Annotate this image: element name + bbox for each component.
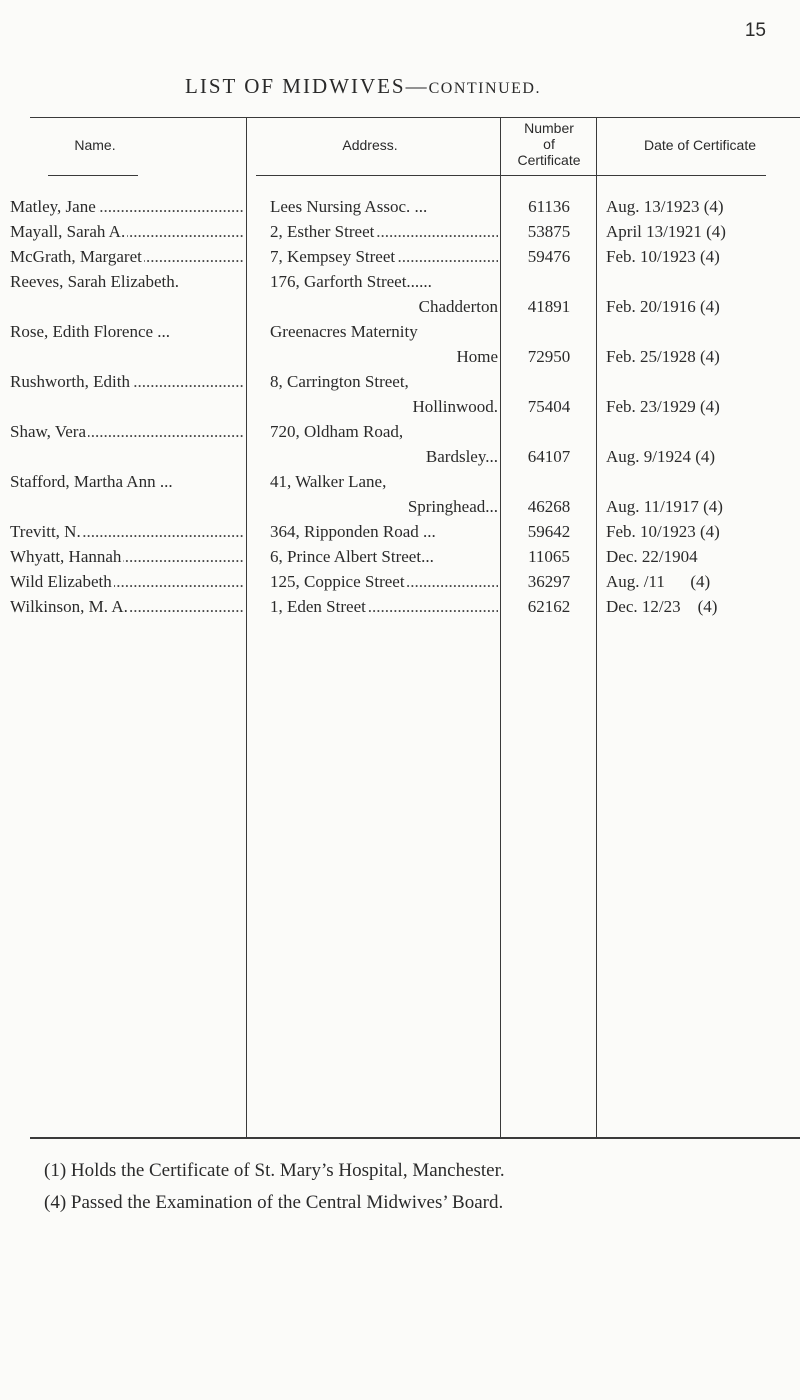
certificate-number: 41891 — [527, 297, 571, 316]
footnote-1: (1) Holds the Certificate of St. Mary’s Hospital, Manchester. — [44, 1160, 505, 1181]
midwife-address-line2: Home — [456, 347, 498, 366]
certificate-date: Feb. 10/1923 (4) — [606, 247, 720, 266]
certificate-number: 64107 — [527, 447, 571, 466]
midwife-address: 41, Walker Lane, — [270, 472, 387, 491]
certificate-number: 36297 — [527, 572, 571, 591]
certificate-number: 46268 — [527, 497, 571, 516]
midwife-name: Reeves, Sarah Elizabeth. — [10, 272, 179, 291]
midwife-name: McGrath, Margaret ..... — [10, 247, 243, 267]
midwife-address: Lees Nursing Assoc. ... — [270, 197, 428, 216]
midwife-address: 176, Garforth Street...... — [270, 272, 432, 291]
midwife-address-line2: Hollinwood. — [412, 397, 498, 416]
midwife-address: 8, Carrington Street, — [270, 372, 409, 391]
certificate-number: 59642 — [527, 522, 571, 541]
certificate-number: 11065 — [528, 547, 570, 566]
midwife-address: 720, Oldham Road, — [270, 422, 404, 441]
certificate-number: 62162 — [527, 597, 571, 616]
column-header-date: Date of Certificate — [643, 137, 757, 153]
certificate-date: Dec. 12/23 (4) — [606, 597, 718, 616]
midwife-name: Whyatt, Hannah ..... — [10, 547, 243, 567]
page-number: 15 — [744, 20, 766, 41]
midwife-address-line2: Springhead... — [407, 497, 498, 516]
midwife-address: 1, Eden Street ..... — [270, 597, 498, 617]
footnote-4: (4) Passed the Examination of the Central Midwives’ Board. — [44, 1192, 504, 1213]
certificate-date: Feb. 20/1916 (4) — [606, 297, 720, 316]
midwife-name: Trevitt, N. ..... — [10, 522, 243, 542]
column-divider-2 — [500, 118, 501, 1138]
midwife-name: Rose, Edith Florence ... — [10, 322, 171, 341]
midwife-address: 2, Esther Street ..... — [270, 222, 498, 242]
midwife-name: Matley, Jane ..... — [10, 197, 243, 217]
midwife-name: Stafford, Martha Ann ... — [10, 472, 173, 491]
midwife-name: Mayall, Sarah A. ..... — [10, 222, 243, 242]
certificate-number: 75404 — [527, 397, 571, 416]
certificate-date: Aug. /11 (4) — [606, 572, 711, 591]
column-header-number — [503, 120, 595, 168]
number-header-line3: Certificate — [517, 152, 581, 168]
table-top-rule — [30, 117, 800, 118]
column-header-address: Address. — [342, 137, 398, 153]
column-header-name: Name. — [74, 137, 116, 153]
midwife-address-line2: Chadderton — [418, 297, 498, 316]
certificate-date: Feb. 23/1929 (4) — [606, 397, 720, 416]
certificate-date: Aug. 11/1917 (4) — [606, 497, 723, 516]
certificate-number: 53875 — [527, 222, 571, 241]
certificate-date: April 13/1921 (4) — [606, 222, 726, 241]
certificate-date: Dec. 22/1904 — [606, 547, 698, 566]
certificate-date: Feb. 25/1928 (4) — [606, 347, 720, 366]
certificate-number: 59476 — [527, 247, 571, 266]
header-underline-rest — [256, 175, 766, 176]
header-underline-name — [48, 175, 138, 176]
table-bottom-rule — [30, 1137, 800, 1139]
certificate-number: 61136 — [528, 197, 570, 216]
midwife-name: Rushworth, Edith ..... — [10, 372, 243, 392]
certificate-number: 72950 — [527, 347, 571, 366]
midwife-address: 7, Kempsey Street ..... — [270, 247, 498, 267]
column-divider-3 — [596, 118, 597, 1138]
column-divider-1 — [246, 118, 247, 1138]
midwife-address: 125, Coppice Street ..... — [270, 572, 498, 592]
midwife-address: 364, Ripponden Road ... — [270, 522, 436, 541]
midwife-name: Shaw, Vera ..... — [10, 422, 243, 442]
certificate-date: Feb. 10/1923 (4) — [606, 522, 720, 541]
midwife-address: Greenacres Maternity — [270, 322, 418, 341]
midwife-address-line2: Bardsley... — [425, 447, 498, 466]
midwife-address: 6, Prince Albert Street... — [270, 547, 434, 566]
number-header-line2: of — [543, 136, 555, 152]
page-title — [185, 74, 541, 99]
midwife-name: Wilkinson, M. A. ..... — [10, 597, 243, 617]
certificate-date: Aug. 9/1924 (4) — [606, 447, 716, 466]
title-continued: CONTINUED. — [428, 80, 541, 97]
certificate-date: Aug. 13/1923 (4) — [606, 197, 724, 216]
midwife-name: Wild Elizabeth ..... — [10, 572, 243, 592]
number-header-line1: Number — [524, 120, 574, 136]
title-main: LIST OF MIDWIVES— — [185, 74, 429, 98]
